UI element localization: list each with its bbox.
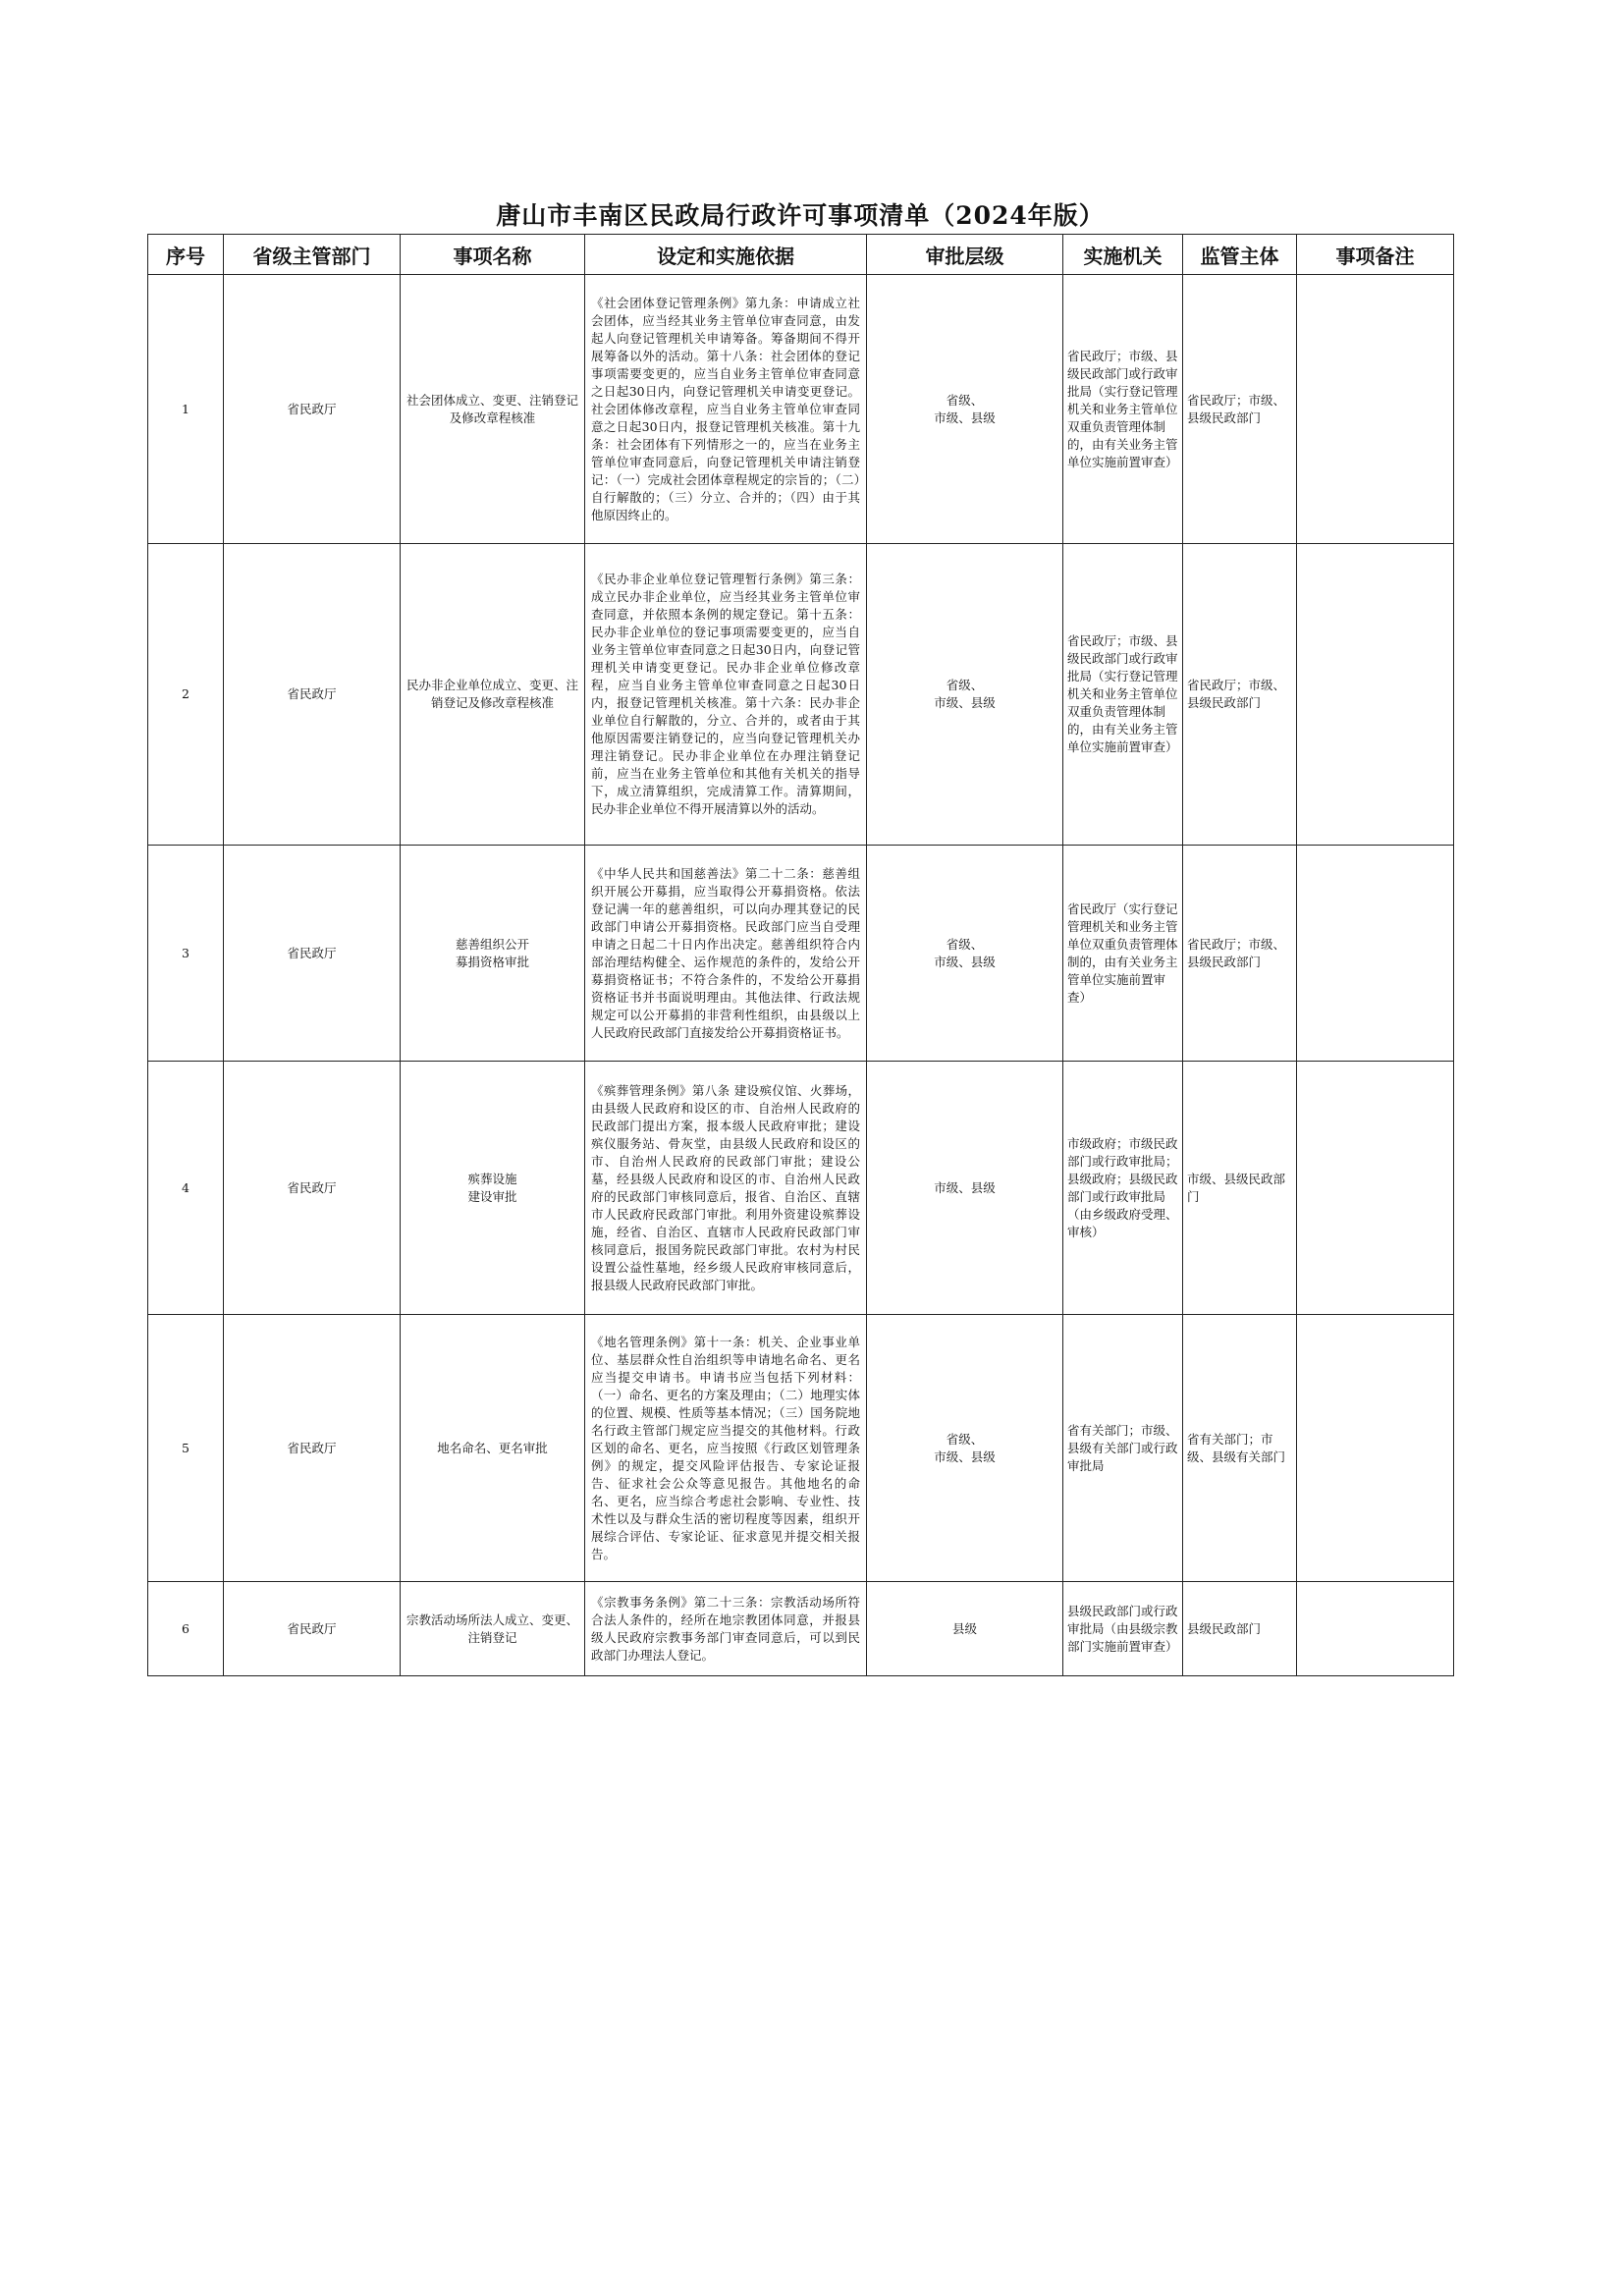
cell-basis: 《殡葬管理条例》第八条 建设殡仪馆、火葬场，由县级人民政府和设区的市、自治州人民政府的民政部门提出方案，报本级人民政府审批；建设殡仪服务站、骨灰堂，由县级人民政府和设区的市、自治州人民政府的民政部门审批；建设公墓，经县级人民政府和设区的市、自治州人民政府的民政部门审核同意后，报省、自治区、直辖市人民政府民政部门审批。利用外资建设殡葬设施，经省、自治区、直辖市人民政府民政部门审核同意后，报国务院民政部门审批。农村为村民设置公益性墓地，经乡级人民政府审核同意后，报县级人民政府民政部门审批。: [585, 1062, 867, 1315]
cell-sup: 县级民政部门: [1183, 1582, 1297, 1676]
cell-level: 省级、 市级、县级: [867, 846, 1063, 1062]
cell-level: 省级、 市级、县级: [867, 544, 1063, 846]
header-row: [148, 235, 1454, 275]
permit-table: [147, 234, 1454, 1676]
cell-impl: 省民政厅；市级、县级民政部门或行政审批局（实行登记管理机关和业务主管单位双重负责管理体制的，由有关业务主管单位实施前置审查）: [1063, 544, 1183, 846]
table-row: [148, 846, 1454, 1062]
cell-note: [1297, 1062, 1454, 1315]
header-sup: 监管主体: [1183, 235, 1297, 275]
cell-level: 省级、 市级、县级: [867, 1315, 1063, 1582]
cell-basis: 《中华人民共和国慈善法》第二十二条：慈善组织开展公开募捐，应当取得公开募捐资格。依法登记满一年的慈善组织，可以向办理其登记的民政部门申请公开募捐资格。民政部门应当自受理申请之日起二十日内作出决定。慈善组织符合内部治理结构健全、运作规范的条件的，发给公开募捐资格证书；不符合条件的，不发给公开募捐资格证书并书面说明理由。其他法律、行政法规规定可以公开募捐的非营利性组织，由县级以上人民政府民政部门直接发给公开募捐资格证书。: [585, 846, 867, 1062]
cell-impl: 省民政厅；市级、县级民政部门或行政审批局（实行登记管理机关和业务主管单位双重负责管理体制的，由有关业务主管单位实施前置审查）: [1063, 275, 1183, 544]
cell-impl: 县级民政部门或行政审批局（由县级宗教部门实施前置审查）: [1063, 1582, 1183, 1676]
cell-no: 3: [148, 846, 224, 1062]
cell-level: 县级: [867, 1582, 1063, 1676]
cell-name: 慈善组织公开 募捐资格审批: [401, 846, 585, 1062]
header-no: 序号: [148, 235, 224, 275]
cell-dept: 省民政厅: [224, 1315, 401, 1582]
page-title: 唐山市丰南区民政局行政许可事项清单（2024年版）: [496, 201, 1105, 230]
header-name: 事项名称: [401, 235, 585, 275]
cell-no: 6: [148, 1582, 224, 1676]
header-dept: 省级主管部门: [224, 235, 401, 275]
cell-dept: 省民政厅: [224, 846, 401, 1062]
cell-note: [1297, 275, 1454, 544]
cell-no: 2: [148, 544, 224, 846]
cell-impl: 省民政厅（实行登记管理机关和业务主管单位双重负责管理体制的，由有关业务主管单位实施前置审查）: [1063, 846, 1183, 1062]
cell-sup: 省民政厅；市级、县级民政部门: [1183, 275, 1297, 544]
cell-name: 宗教活动场所法人成立、变更、注销登记: [401, 1582, 585, 1676]
cell-dept: 省民政厅: [224, 1582, 401, 1676]
table-row: [148, 1582, 1454, 1676]
table-row: [148, 1315, 1454, 1582]
cell-note: [1297, 1315, 1454, 1582]
cell-impl: 市级政府；市级民政部门或行政审批局；县级政府；县级民政部门或行政审批局（由乡级政府受理、审核）: [1063, 1062, 1183, 1315]
header-impl: 实施机关: [1063, 235, 1183, 275]
cell-no: 4: [148, 1062, 224, 1315]
cell-note: [1297, 846, 1454, 1062]
cell-name: 地名命名、更名审批: [401, 1315, 585, 1582]
cell-basis: 《社会团体登记管理条例》第九条：申请成立社会团体，应当经其业务主管单位审查同意，由发起人向登记管理机关申请筹备。筹备期间不得开展筹备以外的活动。第十八条：社会团体的登记事项需要变更的，应当自业务主管单位审查同意之日起30日内，向登记管理机关申请变更登记。社会团体修改章程，应当自业务主管单位审查同意之日起30日内，报登记管理机关核准。第十九条：社会团体有下列情形之一的，应当在业务主管单位审查同意后，向登记管理机关申请注销登记：（一）完成社会团体章程规定的宗旨的；（二）自行解散的；（三）分立、合并的；（四）由于其他原因终止的。: [585, 275, 867, 544]
cell-name: 社会团体成立、变更、注销登记及修改章程核准: [401, 275, 585, 544]
table-row: [148, 1062, 1454, 1315]
header-note: 事项备注: [1297, 235, 1454, 275]
cell-dept: 省民政厅: [224, 544, 401, 846]
cell-level: 市级、县级: [867, 1062, 1063, 1315]
cell-note: [1297, 544, 1454, 846]
cell-name: 殡葬设施 建设审批: [401, 1062, 585, 1315]
cell-name: 民办非企业单位成立、变更、注销登记及修改章程核准: [401, 544, 585, 846]
header-level: 审批层级: [867, 235, 1063, 275]
table-row: [148, 544, 1454, 846]
table-row: [148, 275, 1454, 544]
cell-basis: 《民办非企业单位登记管理暂行条例》第三条：成立民办非企业单位，应当经其业务主管单位审查同意，并依照本条例的规定登记。第十五条：民办非企业单位的登记事项需要变更的，应当自业务主管单位审查同意之日起30日内，向登记管理机关申请变更登记。民办非企业单位修改章程，应当自业务主管单位审查同意之日起30日内，报登记管理机关核准。第十六条：民办非企业单位自行解散的，分立、合并的，或者由于其他原因需要注销登记的，应当向登记管理机关办理注销登记。民办非企业单位在办理注销登记前，应当在业务主管单位和其他有关机关的指导下，成立清算组织，完成清算工作。清算期间，民办非企业单位不得开展清算以外的活动。: [585, 544, 867, 846]
cell-no: 1: [148, 275, 224, 544]
cell-impl: 省有关部门；市级、县级有关部门或行政审批局: [1063, 1315, 1183, 1582]
cell-sup: 省民政厅；市级、县级民政部门: [1183, 846, 1297, 1062]
cell-dept: 省民政厅: [224, 1062, 401, 1315]
cell-note: [1297, 1582, 1454, 1676]
cell-sup: 市级、县级民政部门: [1183, 1062, 1297, 1315]
cell-dept: 省民政厅: [224, 275, 401, 544]
cell-basis: 《地名管理条例》第十一条：机关、企业事业单位、基层群众性自治组织等申请地名命名、更名应当提交申请书。申请书应当包括下列材料：（一）命名、更名的方案及理由；（二）地理实体的位置、规模、性质等基本情况；（三）国务院地名行政主管部门规定应当提交的其他材料。行政区划的命名、更名，应当按照《行政区划管理条例》的规定，提交风险评估报告、专家论证报告、征求社会公众等意见报告。其他地名的命名、更名，应当综合考虑社会影响、专业性、技术性以及与群众生活的密切程度等因素，组织开展综合评估、专家论证、征求意见并提交相关报告。: [585, 1315, 867, 1582]
cell-basis: 《宗教事务条例》第二十三条：宗教活动场所符合法人条件的，经所在地宗教团体同意，并报县级人民政府宗教事务部门审查同意后，可以到民政部门办理法人登记。: [585, 1582, 867, 1676]
cell-sup: 省民政厅；市级、县级民政部门: [1183, 544, 1297, 846]
cell-level: 省级、 市级、县级: [867, 275, 1063, 544]
cell-sup: 省有关部门；市级、县级有关部门: [1183, 1315, 1297, 1582]
header-basis: 设定和实施依据: [585, 235, 867, 275]
cell-no: 5: [148, 1315, 224, 1582]
